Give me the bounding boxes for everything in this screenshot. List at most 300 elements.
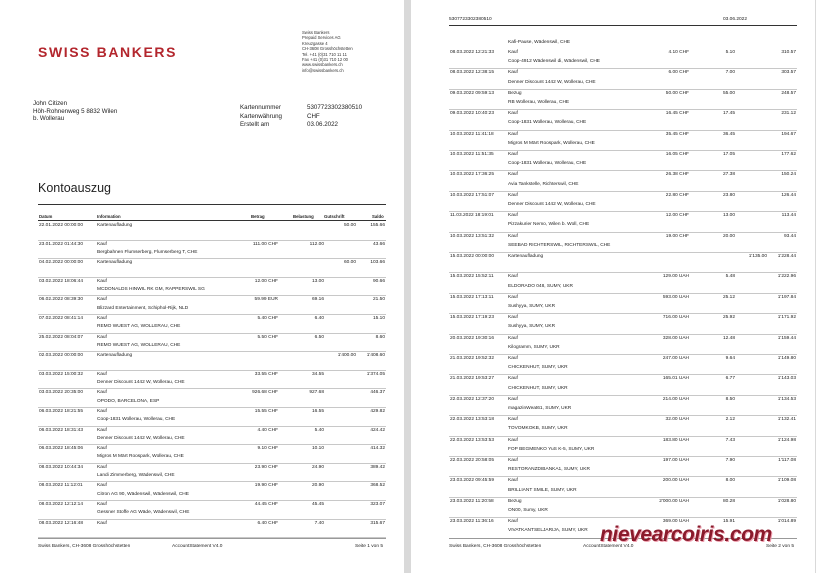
transaction-credit: 60.00	[343, 260, 356, 266]
transaction-date: 10.03.2022 17:36:25	[450, 172, 495, 178]
transaction-balance: 1'134.53	[777, 396, 796, 402]
transaction-row	[449, 68, 797, 89]
transaction-credit: 1'135.00	[748, 254, 767, 259]
transaction-type: Bezug	[508, 498, 522, 504]
transaction-balance: 1'117.08	[778, 458, 796, 463]
transaction-amount: 214.00 UAH	[662, 396, 689, 402]
page-title: Kontoauszug	[38, 181, 111, 195]
transaction-debit: 25.92	[722, 315, 735, 321]
transaction-merchant: Sushyya, SUMY, UKR	[508, 324, 556, 330]
bank-address-line: CH-3608 Grosshöchstetten	[302, 46, 353, 52]
bank-address-line: Kreuzgasse 4	[302, 40, 328, 46]
transaction-date: 23.03.2022 11:20:58	[450, 498, 494, 504]
transaction-debit: 2.12	[725, 417, 735, 423]
transaction-debit: 8.50	[725, 396, 735, 402]
carry-over-info: Kafi-Pause, Wädenswil, CHE	[508, 40, 571, 45]
transaction-credit: 50.00	[343, 223, 356, 228]
transaction-row	[449, 109, 797, 130]
transaction-type: Kauf	[508, 294, 518, 300]
transaction-merchant: Gessner Stoffe AG Wäde, Wädenswil, CHE	[97, 510, 190, 516]
transaction-balance: 150.24	[781, 172, 796, 178]
transaction-date: 22.01.2022 00:00:00	[39, 223, 84, 228]
transaction-date: 23.01.2022 01:44:30	[39, 241, 84, 247]
statement-page-1	[0, 0, 404, 573]
transaction-type: Bezug	[508, 90, 522, 96]
transaction-row	[38, 463, 386, 483]
transaction-amount: 33.55 CHF	[254, 371, 278, 377]
transaction-balance: 90.66	[372, 278, 385, 284]
transaction-date: 08.03.2022 12:16:48	[39, 520, 84, 526]
transaction-merchant: Coop-4912 Wädenswil di, Wädenswil, CHE	[508, 59, 600, 65]
bank-address-line: info@swissbankers.ch	[302, 67, 344, 73]
transaction-row	[449, 89, 797, 110]
transaction-merchant: Coop-1831 Wollerau, Wollerau, CHE	[508, 120, 587, 126]
transaction-type: Kauf	[97, 520, 107, 526]
transaction-date: 22.03.2022 13:53:53	[450, 437, 495, 443]
transaction-row	[38, 333, 386, 353]
transaction-debit: 15.91	[722, 519, 735, 525]
transaction-balance: 1'228.44	[777, 254, 796, 259]
transaction-date: 06.03.2022 18:31:43	[39, 427, 84, 433]
transaction-row	[449, 170, 797, 191]
customer-street: Höh-Rohnenweg 5 8832 Wilen	[33, 107, 118, 115]
transaction-type: Kartenaufladung	[97, 223, 133, 228]
transaction-row	[449, 415, 797, 436]
transaction-merchant: Citron AG 90, Wädenswil, Wädenswil, CHE	[97, 491, 189, 497]
transaction-amount: 197.00 UAH	[662, 458, 689, 463]
transaction-debit: 6.50	[314, 334, 324, 340]
transaction-merchant: Bergbahnen Flumserberg, Flumserberg T, CHE	[97, 249, 198, 255]
transaction-type: Kauf	[508, 192, 518, 198]
transaction-merchant: Landi Zimmerberg, Wädenswil, CHE	[97, 473, 175, 479]
transaction-merchant: Avia Tankstelle, Richterswil, CHE	[508, 181, 579, 187]
transaction-row	[449, 313, 797, 334]
transaction-merchant: CHICKENHUT, SUMY, UKR	[508, 365, 568, 371]
transaction-row	[449, 48, 797, 69]
transaction-date: 23.03.2022 11:36:16	[450, 519, 494, 525]
transaction-type: Kauf	[97, 390, 107, 396]
customer-name: John Citizen	[33, 100, 68, 107]
transaction-balance: 310.57	[781, 50, 796, 55]
transaction-amount: 19.90 CHF	[254, 483, 278, 489]
transaction-amount: 32.00 UAH	[665, 417, 689, 423]
page-number: Seite 1 von 5	[355, 544, 384, 549]
transaction-credit: 1'400.00	[337, 353, 356, 359]
transaction-type: Kauf	[97, 334, 107, 340]
transaction-date: 22.03.2022 12:37:20	[450, 396, 495, 402]
transaction-merchant: Sushyya, SUMY, UKR	[508, 303, 556, 309]
transaction-amount: 12.00 CHF	[254, 278, 278, 284]
watermark: nievearcoiris.com	[600, 523, 772, 546]
transaction-type: Kauf	[97, 316, 107, 321]
transaction-debit: 7.00	[725, 70, 735, 76]
transaction-amount: 16.45 CHF	[665, 111, 689, 117]
transaction-merchant: Denner Discount 1442 W, Wollerau, CHE	[97, 380, 185, 386]
transaction-date: 21.03.2022 19:53:27	[450, 376, 495, 382]
col-header-information: Information	[97, 214, 121, 219]
transaction-amount: 9.10 CHF	[257, 446, 278, 452]
transaction-date: 03.03.2022 15:00:32	[39, 371, 84, 377]
transaction-debit: 27.38	[722, 172, 735, 178]
transaction-row	[38, 314, 386, 334]
transaction-row	[449, 191, 797, 212]
transaction-balance: 43.66	[372, 241, 385, 247]
transaction-date: 02.03.2022 00:00:00	[39, 353, 84, 359]
transaction-type: Kauf	[97, 371, 107, 377]
transaction-type: Kauf	[508, 70, 518, 76]
transaction-amount: 50.00 CHF	[665, 90, 689, 96]
transaction-type: Kauf	[97, 446, 107, 452]
transaction-type: Kauf	[97, 241, 107, 247]
swiss-bankers-logo: SWISS BANKERS	[38, 44, 178, 60]
customer-city: b. Wollerau	[33, 115, 65, 123]
transaction-row	[449, 395, 797, 416]
transaction-amount: 129.00 UAH	[662, 274, 689, 280]
transaction-row	[449, 252, 797, 273]
transaction-merchant: Denner Discount 1442 W, Wollerau, CHE	[508, 79, 596, 85]
transaction-debit: 17.45	[722, 111, 735, 117]
transaction-amount: 6.00 CHF	[668, 70, 689, 76]
transaction-type: Kauf	[508, 152, 518, 157]
transaction-merchant: Migros M Märt Roospark, Wollerau, CHE	[508, 140, 595, 146]
transaction-merchant: RESTORANZDIBANKA1, SUMY, UKR	[508, 467, 590, 473]
transaction-debit: 112.00	[309, 241, 324, 247]
col-header-balance: Saldo	[372, 214, 384, 219]
transaction-balance: 1'124.98	[777, 437, 796, 443]
col-header-debit: Belastung	[293, 214, 314, 219]
transaction-merchant: SEEBAD RICHTERSWIL, RICHTERSWIL, CHE	[508, 242, 611, 248]
transaction-type: Kauf	[97, 502, 107, 507]
transaction-amount: 369.00 UAH	[662, 519, 689, 525]
footer-divider	[38, 538, 386, 539]
transaction-balance: 389.42	[370, 464, 385, 470]
transaction-balance: 1'197.84	[777, 294, 796, 300]
transaction-debit: 17.05	[722, 152, 735, 157]
transaction-merchant: Coop-1831 Wollerau, Wollerau, CHE	[97, 417, 176, 423]
transaction-debit: 10.10	[311, 446, 324, 452]
transaction-balance: 1'149.80	[777, 356, 796, 361]
transaction-merchant: REMO WUEST AG, WOLLERAU, CHE	[97, 342, 181, 348]
footer-center: AccountStatement V4.0	[583, 544, 634, 549]
transaction-amount: 111.00 CHF	[252, 241, 278, 247]
transaction-debit: 25.12	[722, 294, 735, 300]
transaction-type: Kauf	[97, 297, 107, 303]
transaction-amount: 15.55 CHF	[254, 409, 278, 414]
card-meta-values	[307, 104, 362, 130]
transaction-type: Kartenaufladung	[97, 260, 133, 266]
transaction-row	[449, 272, 797, 293]
transaction-row	[38, 407, 386, 427]
transaction-row	[449, 293, 797, 314]
transaction-balance: 8.60	[375, 334, 385, 340]
transaction-balance: 113.44	[781, 213, 796, 219]
transaction-type: Kauf	[97, 409, 107, 414]
transaction-merchant: Coop-1831 Wollerau, Wollerau, CHE	[508, 161, 587, 167]
transaction-merchant: ON00, Sumy, UKR	[508, 507, 548, 513]
transaction-date: 10.03.2022 17:51:07	[450, 192, 495, 198]
transaction-merchant: Denner Discount 1442 W, Wollerau, CHE	[97, 435, 185, 441]
transaction-type: Kauf	[97, 427, 107, 433]
transaction-balance: 315.67	[370, 520, 385, 526]
transaction-date: 09.03.2022 09:59:13	[450, 90, 495, 96]
transaction-amount: 716.00 UAH	[662, 315, 689, 321]
transaction-row	[449, 334, 797, 355]
transaction-amount: 35.45 CHF	[665, 131, 689, 137]
transaction-debit: 5.40	[314, 427, 324, 433]
transaction-amount: 23.90 CHF	[254, 464, 278, 470]
transaction-merchant: VIVATKANTSELJARIJA, SUMY, UKR	[508, 528, 588, 534]
transaction-balance: 1'171.92	[777, 315, 796, 321]
transaction-date: 08.03.2022 10:44:34	[39, 464, 84, 470]
transaction-debit: 13.00	[722, 213, 735, 219]
bank-address	[302, 30, 353, 73]
transaction-merchant: Pizzakurier Nemo, Wilen b. Woll, CHE	[508, 222, 590, 228]
transaction-debit: 16.55	[311, 409, 324, 414]
transaction-date: 21.03.2022 19:52:32	[450, 356, 495, 361]
transaction-debit: 55.00	[722, 90, 735, 96]
transaction-balance: 155.66	[370, 223, 385, 228]
transaction-debit: 45.45	[311, 502, 324, 507]
transaction-balance: 177.62	[781, 152, 796, 157]
transaction-amount: 165.01 UAH	[662, 376, 689, 382]
transaction-date: 15.03.2022 15:52:11	[450, 274, 494, 280]
transaction-date: 10.03.2022 11:41:18	[450, 131, 494, 137]
transaction-type: Kauf	[508, 111, 518, 117]
transaction-debit: 5.10	[725, 50, 735, 55]
transaction-row	[449, 150, 797, 171]
transaction-row	[38, 500, 386, 520]
transaction-type: Kauf	[508, 172, 518, 178]
transaction-merchant: TOVOMKOKB, SUMY, UKR	[508, 426, 568, 432]
transaction-amount: 4.10 CHF	[668, 50, 689, 55]
transaction-balance: 1'109.08	[777, 478, 796, 484]
transaction-amount: 4.40 CHF	[257, 427, 278, 433]
transaction-balance: 446.37	[370, 390, 385, 396]
transaction-type: Kauf	[508, 376, 518, 382]
title-divider	[38, 204, 386, 205]
transaction-date: 08.03.2022 11:12:01	[39, 483, 83, 489]
transaction-balance: 15.10	[372, 316, 385, 321]
transaction-type: Kauf	[508, 437, 518, 443]
transaction-date: 15.03.2022 17:13:11	[450, 294, 494, 300]
transaction-type: Kauf	[508, 233, 518, 239]
transaction-date: 20.03.2022 19:30:16	[450, 335, 495, 341]
card-currency-value: CHF	[307, 112, 320, 120]
transaction-balance: 429.82	[370, 409, 385, 414]
transaction-debit: 9.64	[725, 356, 735, 361]
transaction-type: Kauf	[508, 50, 518, 55]
bank-address-line: Tel. +41 (0)31 710 11 11	[302, 51, 347, 57]
transaction-date: 07.02.2022 08:41:14	[39, 316, 84, 321]
transaction-date: 10.03.2022 13:51:32	[450, 233, 495, 239]
transaction-amount: 12.00 CHF	[665, 213, 689, 219]
transaction-merchant: OPODO, BARCELONA, ESP	[97, 398, 160, 404]
transaction-amount: 328.00 UAH	[662, 335, 689, 341]
transaction-type: Kauf	[97, 278, 107, 284]
transaction-balance: 1'222.96	[777, 274, 796, 280]
transaction-date: 23.03.2022 09:45:59	[450, 478, 495, 484]
statement-page-2	[411, 0, 815, 573]
transaction-row	[449, 232, 797, 253]
transaction-debit: 13.00	[311, 278, 324, 284]
transaction-row	[38, 295, 386, 315]
transaction-date: 06.03.2022 18:45:06	[39, 446, 84, 452]
transaction-type: Kauf	[508, 315, 518, 321]
transaction-balance: 21.50	[372, 297, 385, 303]
card-number-value: 5307723302380510	[307, 104, 363, 111]
transaction-balance: 103.66	[370, 260, 385, 266]
customer-address	[33, 100, 117, 123]
transaction-balance: 1'132.41	[777, 417, 796, 423]
transaction-date: 15.03.2022 17:19:23	[450, 315, 495, 321]
transaction-debit: 34.55	[311, 371, 324, 377]
transaction-merchant: BRILLIANT SMILE, SUMY, UKR	[508, 487, 577, 493]
transaction-debit: 6.40	[314, 316, 324, 321]
transaction-amount: 200.00 UAH	[662, 478, 689, 484]
transaction-date: 03.02.2022 18:06:44	[39, 278, 84, 284]
transaction-balance: 1'374.05	[366, 371, 385, 377]
transaction-row	[449, 130, 797, 151]
transaction-date: 08.03.2022 12:38:15	[450, 70, 495, 76]
transaction-merchant: Blizzard Entertainment, Schiphol-Rijk, NLD	[97, 305, 189, 311]
transaction-balance: 1'143.03	[777, 376, 796, 382]
transaction-merchant: RB Wollerau, Wollerau, CHE	[508, 99, 570, 105]
transaction-debit: 5.48	[725, 274, 735, 280]
transaction-debit: 24.90	[311, 464, 324, 470]
transaction-balance: 424.42	[370, 427, 385, 433]
transaction-debit: 23.80	[722, 192, 735, 198]
transaction-row	[449, 436, 797, 457]
transaction-row	[38, 444, 386, 464]
transaction-type: Kauf	[97, 464, 107, 470]
transaction-date: 10.03.2022 11:51:35	[450, 152, 494, 157]
transaction-row	[449, 211, 797, 232]
transaction-merchant: Denner Discount 1442 W, Wollerau, CHE	[508, 201, 596, 207]
transaction-date: 15.03.2022 00:00:00	[450, 254, 495, 259]
transaction-amount: 16.05 CHF	[665, 152, 689, 157]
transaction-row	[38, 370, 386, 390]
transaction-row	[38, 240, 386, 260]
transaction-debit: 7.43	[725, 437, 735, 443]
transaction-date: 03.03.2022 20:35:00	[39, 390, 84, 396]
transaction-balance: 231.12	[781, 111, 796, 117]
transaction-debit: 69.16	[311, 297, 324, 303]
transaction-amount: 26.38 CHF	[665, 172, 689, 178]
transaction-row	[449, 476, 797, 497]
transaction-amount: 247.00 UAH	[662, 356, 689, 361]
header-divider	[449, 25, 797, 26]
transaction-balance: 1'159.44	[777, 335, 796, 341]
transaction-balance: 248.57	[781, 90, 796, 96]
transaction-debit: 20.00	[722, 233, 735, 239]
transaction-amount: 22.80 CHF	[665, 192, 689, 198]
transaction-debit: 927.68	[309, 390, 324, 396]
col-header-credit: Gutschrift	[324, 214, 345, 219]
footer-left: Swiss Bankers, CH-3608 Grosshöchstetten	[38, 544, 131, 549]
bank-address-line: Swiss Bankers	[302, 30, 330, 35]
bank-address-line: www.swissbankers.ch	[302, 62, 343, 68]
transaction-amount: 926.68 CHF	[252, 390, 278, 396]
transaction-debit: 6.77	[725, 376, 735, 382]
transaction-amount: 19.00 CHF	[665, 233, 689, 239]
footer-left: Swiss Bankers, CH-3608 Grosshöchstetten	[449, 544, 542, 549]
transaction-date: 25.02.2022 08:04:07	[39, 334, 84, 340]
transaction-date: 09.03.2022 10:40:23	[450, 111, 495, 117]
transaction-type: Kauf	[508, 458, 518, 463]
created-value: 03.06.2022	[307, 121, 338, 129]
created-label: Erstellt am	[240, 121, 270, 129]
transaction-row	[38, 519, 386, 539]
transaction-type: Kauf	[508, 356, 518, 361]
transaction-debit: 80.28	[722, 498, 735, 504]
col-header-amount: Betrag	[251, 214, 265, 219]
transaction-merchant: Kilogramm, SUMY, UKR	[508, 344, 560, 350]
transaction-row	[449, 497, 797, 518]
transaction-type: Kauf	[508, 213, 518, 219]
transaction-row	[449, 354, 797, 375]
transaction-debit: 7.90	[725, 458, 735, 463]
transaction-date: 08.03.2022 12:21:33	[450, 50, 495, 55]
transaction-merchant: CHICKENHUT, SUMY, UKR	[508, 385, 568, 391]
transaction-amount: 59.99 EUR	[254, 297, 278, 303]
transaction-row	[38, 351, 386, 371]
transaction-merchant: FOP BEGMENKO YuS K-5, SUMY, UKR	[508, 446, 595, 452]
footer-center: AccountStatement V4.0	[172, 544, 223, 549]
transaction-balance: 414.32	[370, 446, 385, 452]
transaction-date: 11.03.2022 18:19:01	[450, 213, 494, 219]
transaction-type: Kauf	[97, 483, 107, 489]
transaction-amount: 5.50 CHF	[257, 334, 278, 340]
transaction-merchant: Migros M Märt Roospark, Wollerau, CHE	[97, 454, 184, 460]
transaction-debit: 8.00	[725, 478, 735, 484]
transaction-type: Kauf	[508, 335, 518, 341]
transaction-balance: 323.07	[370, 502, 385, 507]
transaction-balance: 368.52	[370, 483, 385, 489]
transaction-type: Kauf	[508, 396, 518, 402]
transaction-balance: 93.44	[783, 233, 796, 239]
transaction-amount: 44.45 CHF	[254, 502, 278, 507]
transaction-date: 22.03.2022 13:53:18	[450, 417, 495, 423]
transaction-amount: 2'000.00 UAH	[659, 498, 689, 504]
transaction-debit: 12.48	[722, 335, 735, 341]
transaction-merchant: REMO WUEST AG, WOLLERAU, CHE	[97, 324, 181, 330]
transaction-row	[38, 388, 386, 408]
page-number: Seite 2 von 5	[766, 544, 795, 549]
transaction-date: 04.02.2022 00:00:00	[39, 260, 84, 266]
transaction-balance: 194.67	[781, 131, 796, 137]
transaction-row	[449, 456, 797, 477]
transaction-type: Kauf	[508, 274, 518, 280]
col-header-date: Datum	[39, 214, 53, 219]
transaction-balance: 1'028.80	[777, 498, 796, 504]
transaction-balance: 1'014.89	[777, 519, 796, 525]
transaction-merchant: ELDORADO 048, SUMY, UKR	[508, 283, 573, 289]
transaction-row	[38, 277, 386, 297]
transaction-amount: 183.80 UAH	[662, 437, 689, 443]
transaction-amount: 6.40 CHF	[257, 520, 278, 526]
bank-address-line: Fax +41 (0)31 710 12 00	[302, 57, 348, 63]
transaction-date: 08.03.2022 12:12:14	[39, 502, 84, 507]
transaction-amount: 593.00 UAH	[662, 294, 689, 300]
transaction-type: Kauf	[508, 519, 518, 525]
transaction-date: 22.03.2022 20:58:05	[450, 458, 495, 463]
transaction-debit: 36.45	[722, 131, 735, 137]
transaction-merchant: magazinWeat61, SUMY, UKR	[508, 405, 572, 411]
transaction-type: Kauf	[508, 417, 518, 423]
transaction-amount: 5.40 CHF	[257, 316, 278, 321]
card-number-label: Kartennummer	[240, 104, 281, 111]
transaction-debit: 7.40	[314, 520, 324, 526]
